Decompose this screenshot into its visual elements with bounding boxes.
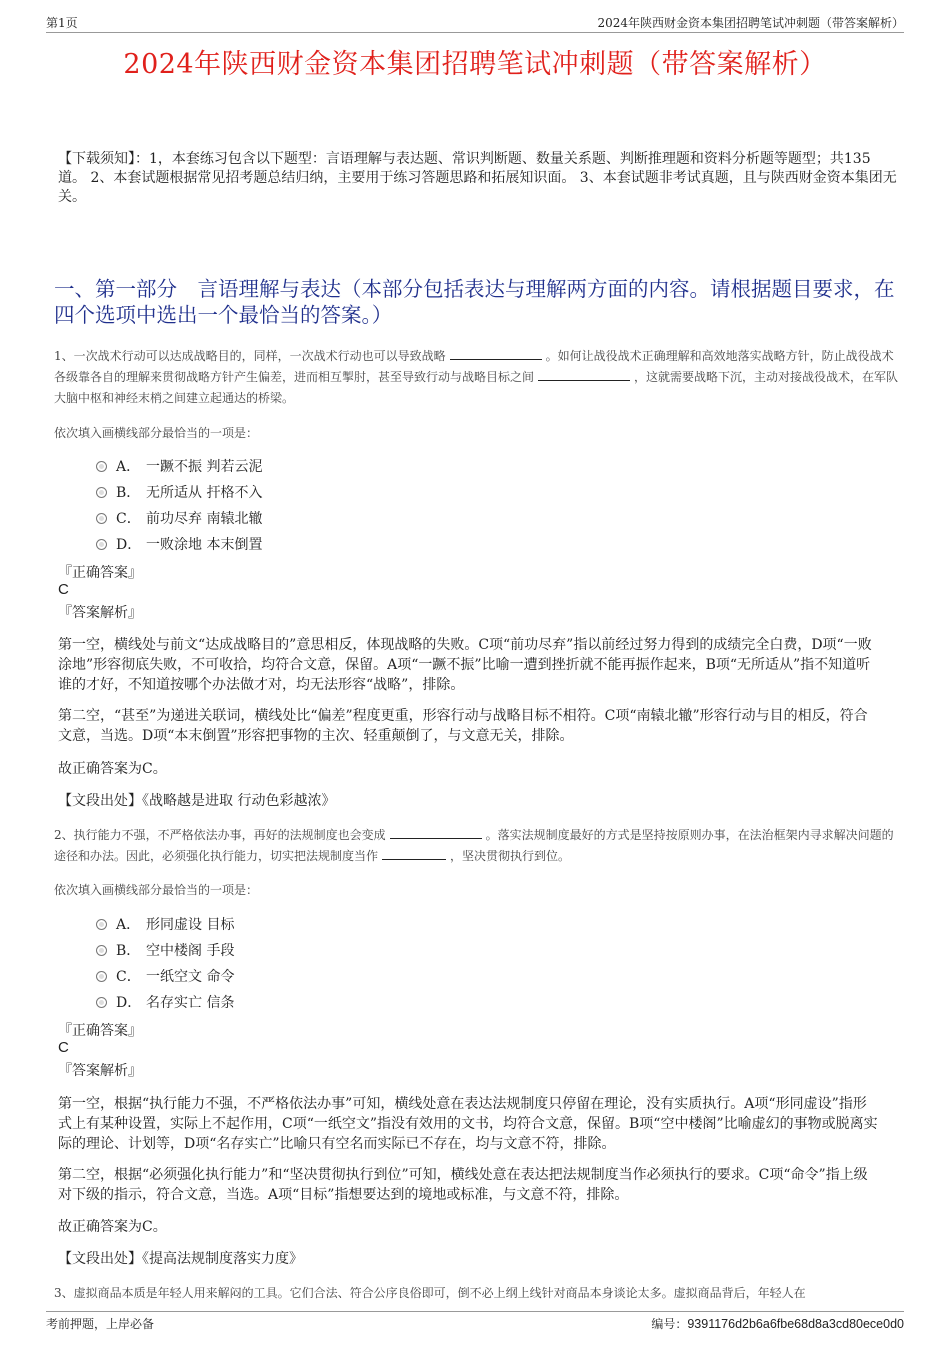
document-code: 编号：9391176d2b6a6fbe68d8a3cd80ece0d0 xyxy=(651,1317,904,1331)
analysis-label: 『答案解析』 xyxy=(58,1063,142,1079)
option-a[interactable]: A． 形同虚设 目标 xyxy=(96,911,234,937)
analysis-paragraph: 第一空，根据“执行能力不强，不严格依法办事”可知，横线处意在表达法规制度只停留在理论，没有实质执行。A项“形同虚设”指形式上有某种设置，实际上不起作用，C项“一纸空文”指没有效用的文书，均符合文意，保留。B项“空中楼阁”比喻虚幻的事物或脱离实际的理论、计划等，D项“名存实亡”比喻只有空名而实际已不存在，均与文意不符，排除。 xyxy=(58,1096,878,1152)
option-d[interactable]: D． 一败涂地 本末倒置 xyxy=(96,531,262,557)
analysis-paragraph: 第二空，根据“必须强化执行能力”和“坚决贯彻执行到位”可知，横线处意在表达把法规制度当作必须执行的要求。C项“命令”指上级对下级的指示，符合文意，当选。A项“目标”指想要达到的境地或标准，与文意不符，排除。 xyxy=(58,1167,868,1203)
question-1-options xyxy=(96,453,262,557)
page-header xyxy=(46,12,904,33)
analysis-conclusion: 故正确答案为C。 xyxy=(58,1219,167,1235)
correct-answer-label: 『正确答案』 xyxy=(58,1023,142,1039)
correct-answer-value: C xyxy=(58,581,69,598)
header-doc-title: 2024年陕西财金资本集团招聘笔试冲刺题（带答案解析） xyxy=(597,16,904,30)
correct-answer-value: C xyxy=(58,1039,69,1056)
option-d[interactable]: D． 名存实亡 信条 xyxy=(96,989,234,1015)
page-footer xyxy=(46,1311,904,1334)
radio-icon[interactable] xyxy=(96,997,107,1008)
question-1-instruction: 依次填入画横线部分最恰当的一项是： xyxy=(54,426,259,440)
radio-icon[interactable] xyxy=(96,487,107,498)
radio-icon[interactable] xyxy=(96,971,107,982)
question-2-instruction: 依次填入画横线部分最恰当的一项是： xyxy=(54,883,259,897)
radio-icon[interactable] xyxy=(96,919,107,930)
source-citation: 【文段出处】《战略越是进取 行动色彩越浓》 xyxy=(58,793,336,809)
answer-blank xyxy=(450,347,542,360)
radio-icon[interactable] xyxy=(96,461,107,472)
analysis-label: 『答案解析』 xyxy=(58,605,142,621)
option-c[interactable]: C． 一纸空文 命令 xyxy=(96,963,234,989)
option-b[interactable]: B． 空中楼阁 手段 xyxy=(96,937,234,963)
document-title: 2024年陕西财金资本集团招聘笔试冲刺题（带答案解析） xyxy=(123,49,827,80)
question-3-stem: 3、虚拟商品本质是年轻人用来解闷的工具。它们合法、符合公序良俗即可，倒不必上纲上线针对商品本身谈论太多。虚拟商品背后，年轻人在 xyxy=(54,1286,806,1300)
question-2-stem: 2、执行能力不强，不严格依法办事，再好的法规制度也会变成 。落实法规制度最好的方式是坚持按原则办事，在法治框架内寻求解决问题的途径和办法。因此，必须强化执行能力，切实把法规制度当作 ，坚决贯彻执行到位。 xyxy=(54,828,894,863)
option-c[interactable]: C． 前功尽弃 南辕北辙 xyxy=(96,505,262,531)
footer-slogan: 考前押题，上岸必备 xyxy=(46,1317,155,1331)
question-2-options xyxy=(96,911,234,1015)
radio-icon[interactable] xyxy=(96,513,107,524)
analysis-paragraph: 第一空，横线处与前文“达成战略目的”意思相反，体现战略的失败。C项“前功尽弃”指以前经过努力得到的成绩完全白费，D项“一败涂地”形容彻底失败，不可收拾，均符合文意，保留。A项“一蹶不振”比喻一遭到挫折就不能再振作起来，B项“无所适从”指不知道听谁的才好，不知道按哪个办法做才对，均无法形容“战略”，排除。 xyxy=(58,637,872,693)
option-a[interactable]: A． 一蹶不振 判若云泥 xyxy=(96,453,262,479)
correct-answer-label: 『正确答案』 xyxy=(58,565,142,581)
option-b[interactable]: B． 无所适从 扞格不入 xyxy=(96,479,262,505)
analysis-conclusion: 故正确答案为C。 xyxy=(58,761,167,777)
page-number: 第1页 xyxy=(46,16,78,30)
source-citation: 【文段出处】《提高法规制度落实力度》 xyxy=(58,1251,303,1267)
answer-blank xyxy=(390,826,482,839)
analysis-paragraph: 第二空，“甚至”为递进关联词，横线处比“偏差”程度更重，形容行动与战略目标不相符。C项“南辕北辙”形容行动与目的相反，符合文意，当选。D项“本末倒置”形容把事物的主次、轻重颠倒了，与文意无关，排除。 xyxy=(58,708,868,744)
question-1-stem: 1、一次战术行动可以达成战略目的，同样，一次战术行动也可以导致战略 。如何让战役战术正确理解和高效地落实战略方针，防止战役战术各级靠各自的理解来贯彻战略方针产生偏差，进而相互掣肘，甚至导致行动与战略目标之间 ，这就需要战略下沉，主动对接战役战术，在军队大脑中枢和神经末梢之间建立起通达的桥梁。 xyxy=(54,349,899,405)
download-notice: 【下载须知】：1，本套练习包含以下题型：言语理解与表达题、常识判断题、数量关系题、判断推理题和资料分析题等题型；共135道。 2、本套试题根据常见招考题总结归纳，主要用于练习答题思路和拓展知识面。 3、本套试题非考试真题，且与陕西财金资本集团无关。 xyxy=(58,151,897,205)
radio-icon[interactable] xyxy=(96,539,107,550)
answer-blank xyxy=(382,847,446,860)
answer-blank xyxy=(538,368,630,381)
section-heading: 一、第一部分 言语理解与表达（本部分包括表达与理解两方面的内容。请根据题目要求，在四个选项中选出一个最恰当的答案。） xyxy=(54,277,895,327)
radio-icon[interactable] xyxy=(96,945,107,956)
